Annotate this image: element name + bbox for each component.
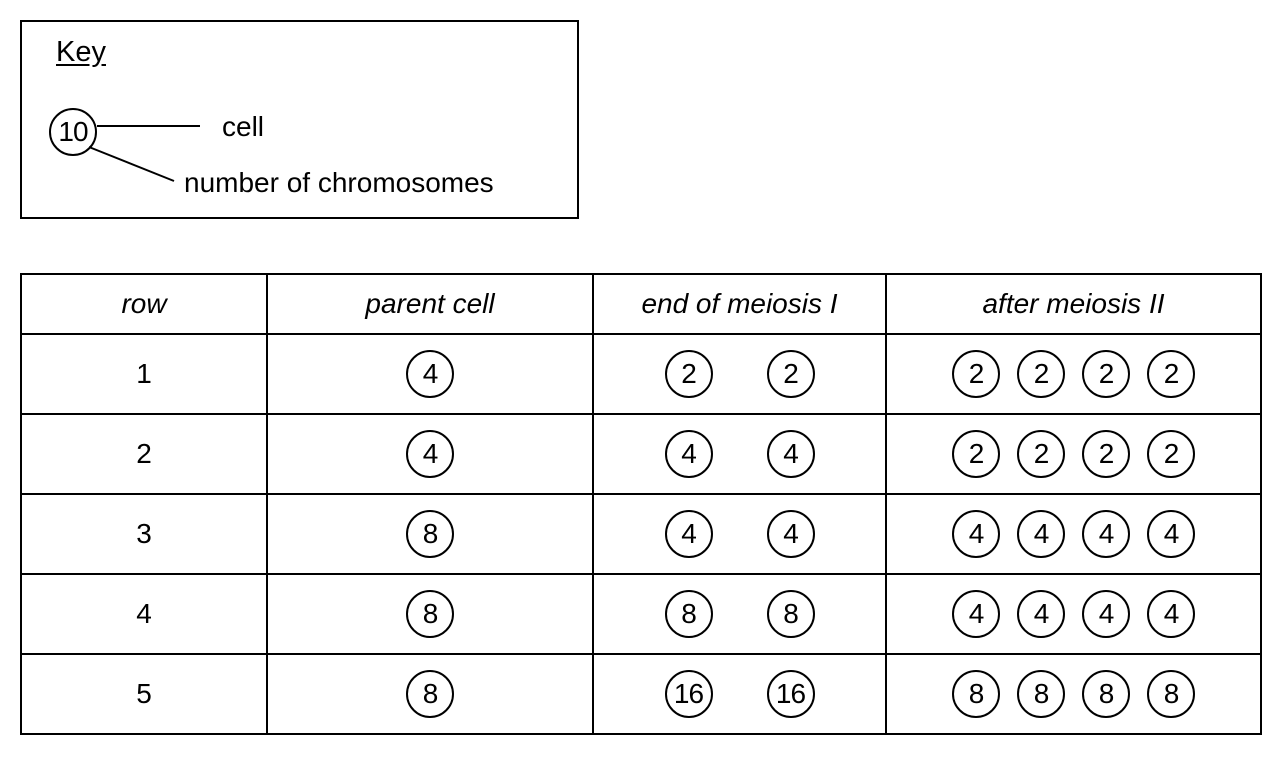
meiosis-1-daughter-cell: 4 [665,430,713,478]
row-number: 4 [21,574,267,654]
meiosis-1-daughter-cell: 4 [767,510,815,558]
key-chromosome-label: number of chromosomes [184,167,494,198]
table-header-row [21,274,1261,334]
meiosis-2-daughter-cell: 4 [1147,590,1195,638]
key-cell-label: cell [222,111,265,142]
meiosis-2-daughter-cell: 2 [952,350,1000,398]
row-number: 5 [21,654,267,734]
table-row [21,574,1261,654]
meiosis-2-daughter-cell: 4 [1017,510,1065,558]
meiosis-2-column [886,414,1261,494]
meiosis-1-column [593,334,886,414]
header-parent-cell: parent cell [267,274,593,334]
parent-cell: 8 [406,510,454,558]
meiosis-1-column [593,494,886,574]
meiosis-1-daughter-cell: 16 [665,670,713,718]
meiosis-2-daughter-cell: 8 [1147,670,1195,718]
meiosis-2-daughter-cell: 4 [952,590,1000,638]
meiosis-1-daughter-cell: 8 [665,590,713,638]
meiosis-2-daughter-cell: 4 [1147,510,1195,558]
meiosis-2-column [886,494,1261,574]
meiosis-2-daughter-cell: 2 [952,430,1000,478]
meiosis-1-column [593,414,886,494]
header-end-of-meiosis-1: end of meiosis I [593,274,886,334]
meiosis-1-column [593,574,886,654]
meiosis-2-daughter-cell: 8 [1082,670,1130,718]
parent-cell: 4 [406,430,454,478]
meiosis-2-column [886,334,1261,414]
meiosis-1-daughter-cell: 4 [767,430,815,478]
meiosis-2-daughter-cell: 2 [1017,350,1065,398]
header-after-meiosis-2: after meiosis II [886,274,1261,334]
meiosis-2-column [886,654,1261,734]
meiosis-2-daughter-cell: 2 [1147,430,1195,478]
meiosis-1-daughter-cell: 16 [767,670,815,718]
table-row [21,494,1261,574]
parent-cell-column [267,654,593,734]
key-title: Key [56,36,106,68]
table-row [21,654,1261,734]
meiosis-2-daughter-cell: 2 [1017,430,1065,478]
key-box [20,20,579,219]
meiosis-2-daughter-cell: 2 [1147,350,1195,398]
table-body [21,334,1261,734]
table-row [21,334,1261,414]
meiosis-1-daughter-cell: 2 [767,350,815,398]
parent-cell: 4 [406,350,454,398]
meiosis-2-daughter-cell: 2 [1082,430,1130,478]
parent-cell-column [267,574,593,654]
parent-cell-column [267,414,593,494]
parent-cell: 8 [406,590,454,638]
meiosis-2-column [886,574,1261,654]
meiosis-1-column [593,654,886,734]
chromosome-leader-line [89,147,174,181]
meiosis-1-daughter-cell: 8 [767,590,815,638]
meiosis-2-daughter-cell: 8 [1017,670,1065,718]
meiosis-table [20,273,1262,735]
parent-cell-column [267,334,593,414]
parent-cell-column [267,494,593,574]
parent-cell: 8 [406,670,454,718]
meiosis-2-daughter-cell: 8 [952,670,1000,718]
row-number: 3 [21,494,267,574]
row-number: 2 [21,414,267,494]
meiosis-1-daughter-cell: 4 [665,510,713,558]
table-row [21,414,1261,494]
key-example-cell: 10 [49,108,97,156]
meiosis-2-daughter-cell: 4 [1017,590,1065,638]
meiosis-2-daughter-cell: 4 [1082,510,1130,558]
row-number: 1 [21,334,267,414]
meiosis-1-daughter-cell: 2 [665,350,713,398]
meiosis-2-daughter-cell: 2 [1082,350,1130,398]
meiosis-2-daughter-cell: 4 [1082,590,1130,638]
meiosis-2-daughter-cell: 4 [952,510,1000,558]
header-row: row [21,274,267,334]
